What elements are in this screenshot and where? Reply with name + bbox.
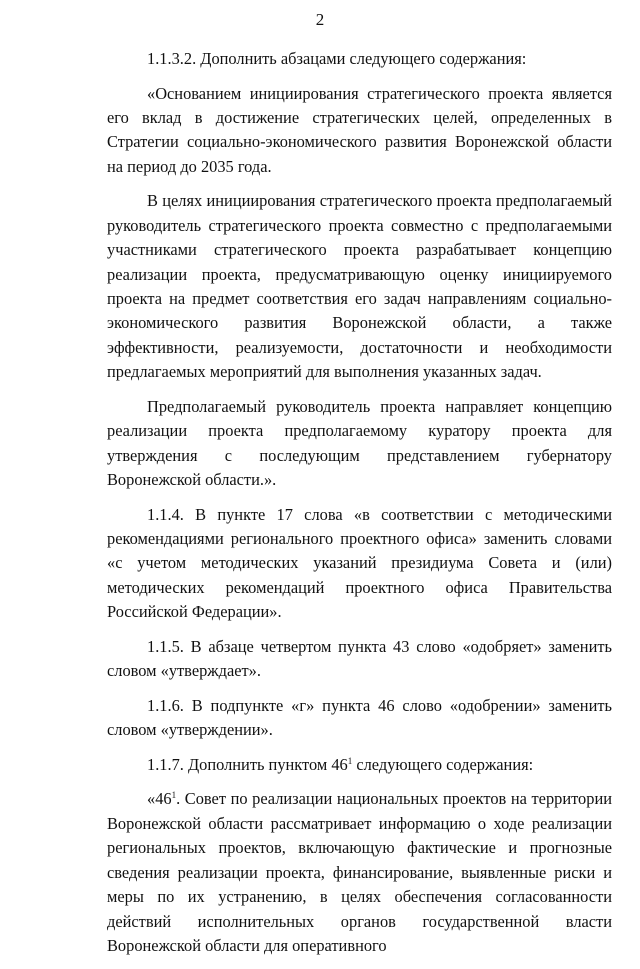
- paragraph-1-1-6: 1.1.6. В подпункте «г» пункта 46 слово «одобрении» заменить словом «утверждении».: [107, 695, 612, 740]
- paragraph-1-1-7-text-end: следующего содержания:: [352, 754, 534, 774]
- paragraph-46-1-text-start: «46: [147, 789, 172, 809]
- paragraph-initiation: В целях инициирования стратегического проекта предполагаемый руководитель стратегического проекта совместно с предполагаемыми участниками стратегического проекта разрабатывает концепцию реализации проекта, предусматривающую оценку инициируемого проекта на предмет соответствия его задач направлениям социально-экономического развития Воронежской области, а также эффективности, реализуемости, достаточности и необходимости предлагаемых мероприятий для выполнения указанных задач.: [107, 191, 612, 382]
- document-body: [107, 47, 612, 969]
- paragraph-1-1-5: 1.1.5. В абзаце четвертом пункта 43 слово «одобряет» заменить словом «утверждает».: [107, 636, 612, 681]
- page-number: 2: [315, 10, 325, 29]
- paragraph-concept-submission: Предполагаемый руководитель проекта направляет концепцию реализации проекта предполагаемому куратору проекта для утверждения с последующим представлением губернатору Воронежской области.».: [107, 396, 612, 490]
- paragraph-1-1-7: [107, 753, 612, 777]
- paragraph-quote-basis: «Основанием инициирования стратегического проекта является его вклад в достижение стратегических целей, определенных в Стратегии социально-экономического развития Воронежской области на период до 2035 года.: [107, 83, 612, 176]
- paragraph-1-1-7-text-start: 1.1.7. Дополнить пунктом 46: [147, 754, 348, 774]
- paragraph-1-1-3-2: 1.1.3.2. Дополнить абзацами следующего содержания:: [147, 49, 527, 68]
- paragraph-46-1-text-end: . Совет по реализации национальных проектов на территории Воронежской области рассматривает информацию о ходе реализации региональных проектов, включающую фактические и прогнозные сведения реализации проекта, финансирование, выявленные риски и меры по их устранению, в целях обеспечения согласованности действий исполнительных органов государственной власти Воронежской области для оперативного: [107, 789, 612, 955]
- paragraph-46-1: [107, 787, 612, 958]
- superscript: 1: [347, 755, 353, 766]
- superscript: 1: [171, 790, 177, 801]
- paragraph-1-1-4: 1.1.4. В пункте 17 слова «в соответствии с методическими рекомендациями регионального проектного офиса» заменить словами «с учетом методических указаний президиума Совета и (или) методических рекомендаций проектного офиса Правительства Российской Федерации».: [107, 504, 612, 622]
